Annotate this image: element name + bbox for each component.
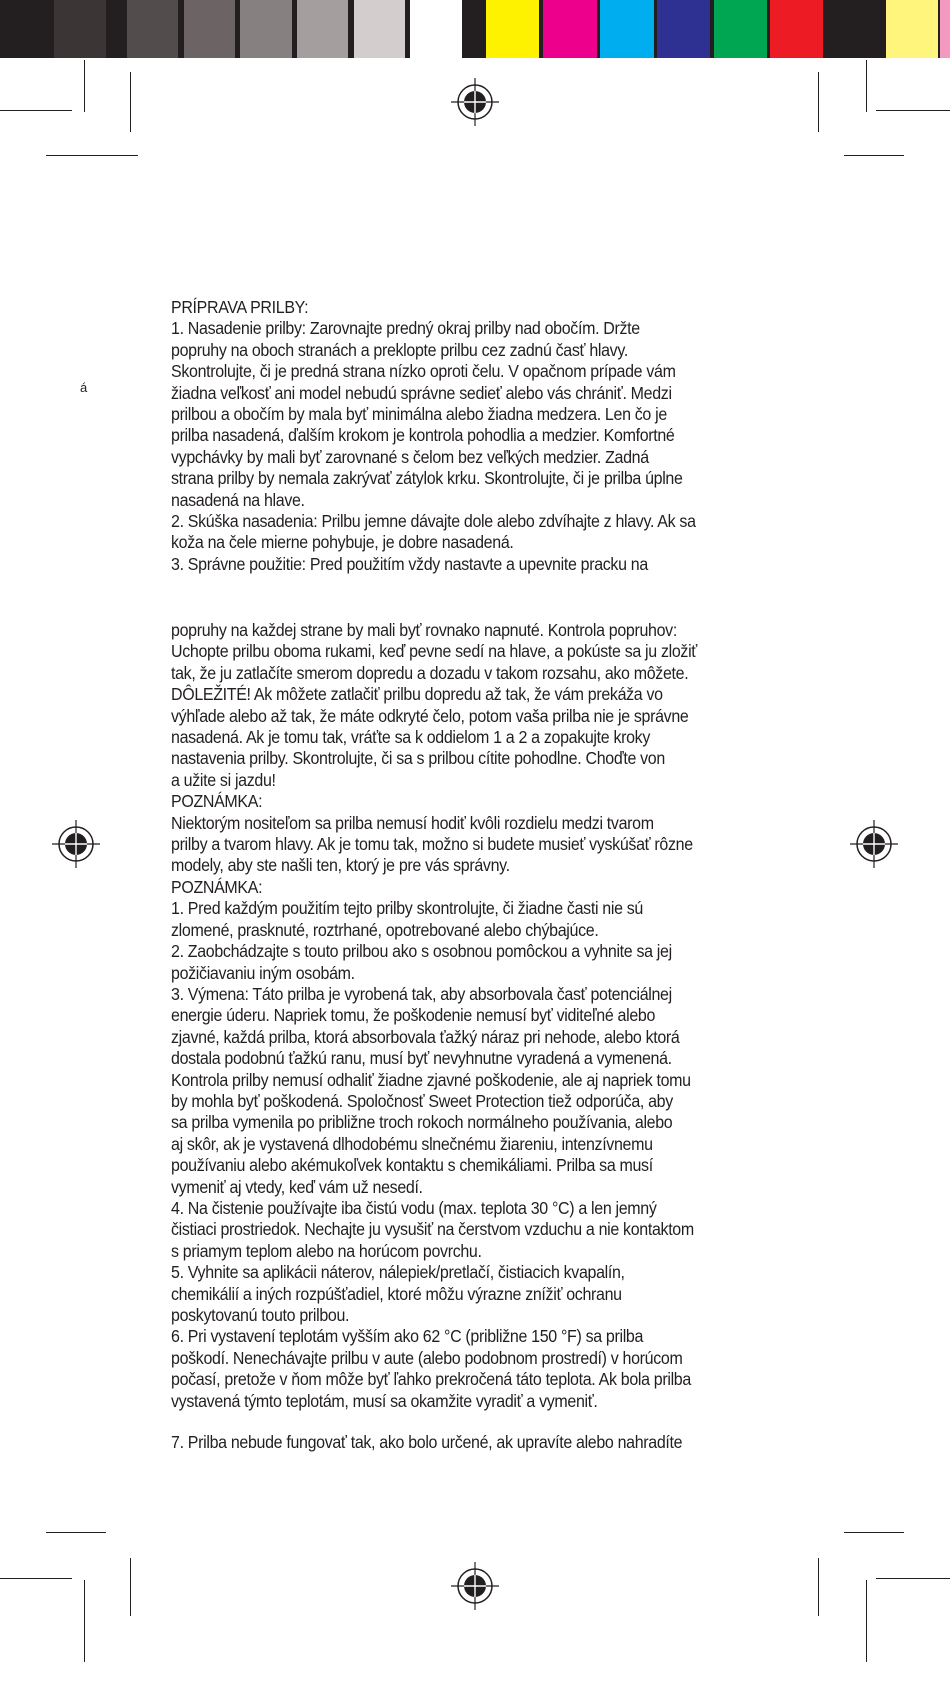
text-line: prilba nasadená, ďalším krokom je kontrola pohodlia a medzier. Komfortné xyxy=(171,425,675,446)
text-line: prilby a tvarom hlavy. Ak je tomu tak, možno si budete musieť vyskúšať rôzne xyxy=(171,834,693,855)
crop-mark xyxy=(130,1558,131,1616)
white-swatch xyxy=(410,0,462,58)
crop-mark xyxy=(866,60,867,112)
text-line: popruhy na každej strane by mali byť rovnako napnuté. Kontrola popruhov: xyxy=(171,620,677,640)
crop-mark xyxy=(876,1578,950,1579)
text-line: požičiavaniu iným osobám. xyxy=(171,962,355,983)
color-calibration-bar xyxy=(0,0,950,58)
text-line: Kontrola prilby nemusí odhaliť žiadne zjavné poškodenie, ale aj napriek tomu xyxy=(171,1069,691,1090)
gray-swatch-3 xyxy=(127,0,178,58)
gray-swatch-2 xyxy=(54,0,106,58)
text-line: nasadená na hlave. xyxy=(171,489,305,510)
text-line: koža na čele mierne pohybuje, je dobre nasadená. xyxy=(171,532,514,553)
registration-mark-icon xyxy=(451,1562,499,1610)
text-line: a užite si jazdu! xyxy=(171,769,276,790)
light-yellow-swatch xyxy=(886,0,938,58)
red-swatch xyxy=(770,0,823,58)
crop-mark xyxy=(866,1580,867,1662)
blue-swatch xyxy=(657,0,710,58)
gray-swatch-5 xyxy=(240,0,292,58)
crop-mark xyxy=(0,1578,72,1579)
text-line: prilbou a obočím by mala byť minimálna alebo žiadna medzera. Len čo je xyxy=(171,404,667,425)
gray-swatch-7 xyxy=(354,0,405,58)
text-line: strana prilby by nemala zakrývať zátylok krku. Skontrolujte, či je prilba úplne xyxy=(171,468,683,489)
text-line: Niektorým nositeľom sa prilba nemusí hodiť kvôli rozdielu medzi tvarom xyxy=(171,812,654,833)
text-line: zjavné, každá prilba, ktorá absorbovala ťažký náraz pri nehode, alebo ktorá xyxy=(171,1026,680,1047)
cyan-swatch xyxy=(600,0,654,58)
text-line: vymeniť aj vtedy, keď vám už nesedí. xyxy=(171,1176,423,1197)
crop-mark xyxy=(84,60,85,112)
text-line: sa prilba vymenila po približne troch rokoch normálneho používania, alebo xyxy=(171,1112,673,1133)
crop-mark xyxy=(844,155,904,156)
crop-mark xyxy=(84,1580,85,1662)
text-line: 3. Výmena: Táto prilba je vyrobená tak, aby absorbovala časť potenciálnej xyxy=(171,983,672,1004)
crop-mark xyxy=(0,110,72,111)
stray-character: á xyxy=(80,380,88,395)
document-text-block-3 xyxy=(171,1432,748,1453)
gray-swatch-4 xyxy=(184,0,235,58)
text-line: modely, aby ste našli ten, ktorý je pre vás správny. xyxy=(171,855,510,876)
gray-swatch-6 xyxy=(297,0,348,58)
text-line: DÔLEŽITÉ! Ak môžete zatlačiť prilbu dopredu až tak, že vám prekáža vo xyxy=(171,684,663,705)
text-line: žiadna veľkosť ani model nebudú správne sedieť alebo vás chrániť. Medzi xyxy=(171,382,672,403)
text-line: 2. Zaobchádzajte s touto prilbou ako s osobnou pomôckou a vyhnite sa jej xyxy=(171,941,672,962)
text-line: popruhy na oboch stranách a preklopte prilbu cez zadnú časť hlavy. xyxy=(171,339,628,360)
text-line: vystavená týmto teplotám, musí sa okamžite vyradiť a vymeniť. xyxy=(171,1390,598,1411)
text-line: 3. Správne použitie: Pred použitím vždy nastavte a upevnite pracku na xyxy=(171,553,648,574)
yellow-swatch xyxy=(486,0,539,58)
text-line: vypchávky by mali byť zarovnané s čelom bez veľkých medzier. Zadná xyxy=(171,446,649,467)
text-line: zlomené, prasknuté, roztrhané, opotrebované alebo chýbajúce. xyxy=(171,919,599,940)
text-line: energie úderu. Napriek tomu, že poškodenie nemusí byť viditeľné alebo xyxy=(171,1005,656,1026)
text-line: Skontrolujte, či je predná strana nízko oproti čelu. V opačnom prípade vám xyxy=(171,361,676,382)
section-heading: PRÍPRAVA PRILBY: xyxy=(171,297,309,317)
text-line: chemikálií a iných rozpúšťadiel, ktoré môžu výrazne znížiť ochranu xyxy=(171,1283,622,1304)
gray-swatch-1 xyxy=(0,0,52,58)
green-swatch xyxy=(714,0,767,58)
magenta-swatch xyxy=(543,0,597,58)
text-line: 1. Pred každým použitím tejto prilby skontrolujte, či žiadne časti nie sú xyxy=(171,898,643,919)
text-line: 7. Prilba nebude fungovať tak, ako bolo určené, ak upravíte alebo nahradíte xyxy=(171,1432,683,1452)
note-heading: POZNÁMKA: xyxy=(171,876,263,897)
document-text-block-1 xyxy=(171,297,748,575)
pink-swatch xyxy=(940,0,950,58)
text-line: 4. Na čistenie používajte iba čistú vodu (max. teplota 30 °C) a len jemný xyxy=(171,1197,657,1218)
crop-mark xyxy=(844,1532,904,1533)
note-heading: POZNÁMKA: xyxy=(171,791,263,812)
crop-mark xyxy=(818,72,819,132)
text-line: aj skôr, ak je vystavená dlhodobému slnečnému žiareniu, intenzívnemu xyxy=(171,1133,653,1154)
registration-mark-icon xyxy=(52,820,100,868)
text-line: výhľade alebo až tak, že máte odkryté čelo, potom vaša prilba nie je správne xyxy=(171,705,689,726)
text-line: dostala podobnú ťažkú ranu, musí byť nevyhnutne vyradená a vymenená. xyxy=(171,1048,672,1069)
black-swatch xyxy=(826,0,880,58)
text-line: nasadená. Ak je tomu tak, vráťte sa k oddielom 1 a 2 a zopakujte kroky xyxy=(171,727,651,748)
crop-mark xyxy=(818,1558,819,1616)
text-line: čistiaci prostriedok. Nechajte ju vysušiť na čerstvom vzduchu a nie kontaktom xyxy=(171,1219,694,1240)
text-line: tak, že ju zatlačíte smerom dopredu a dozadu v takom rozsahu, ako môžete. xyxy=(171,662,689,683)
text-line: poškodí. Nenechávajte prilbu v aute (alebo podobnom prostredí) v horúcom xyxy=(171,1347,683,1368)
text-line: s priamym teplom alebo na horúcom povrchu. xyxy=(171,1240,482,1261)
crop-mark xyxy=(46,1532,106,1533)
registration-mark-icon xyxy=(850,820,898,868)
crop-mark xyxy=(876,110,950,111)
text-line: poskytovanú touto prilbou. xyxy=(171,1305,350,1325)
text-line: 5. Vyhnite sa aplikácii náterov, nálepiek/pretlačí, čistiacich kvapalín, xyxy=(171,1262,625,1283)
text-line: nastavenia prilby. Skontrolujte, či sa s prilbou cítite pohodlne. Choďte von xyxy=(171,748,665,769)
text-line: používaniu alebo akémukoľvek kontaktu s chemikáliami. Prilba sa musí xyxy=(171,1155,653,1176)
document-text-block-2 xyxy=(171,620,748,1412)
text-line: 6. Pri vystavení teplotám vyšším ako 62 °C (približne 150 °F) sa prilba xyxy=(171,1326,644,1347)
text-line: 1. Nasadenie prilby: Zarovnajte predný okraj prilby nad obočím. Držte xyxy=(171,318,640,339)
registration-mark-icon xyxy=(451,78,499,126)
text-line: by mohla byť poškodená. Spoločnosť Sweet Protection tiež odporúča, aby xyxy=(171,1090,673,1111)
crop-mark xyxy=(46,155,138,156)
crop-mark xyxy=(130,72,131,132)
text-line: počasí, pretože v ňom môže byť ľahko prekročená táto teplota. Ak bola prilba xyxy=(171,1369,691,1390)
text-line: Uchopte prilbu oboma rukami, keď pevne sedí na hlave, a pokúste sa ju zložiť xyxy=(171,641,697,662)
text-line: 2. Skúška nasadenia: Prilbu jemne dávajte dole alebo zdvíhajte z hlavy. Ak sa xyxy=(171,511,696,532)
